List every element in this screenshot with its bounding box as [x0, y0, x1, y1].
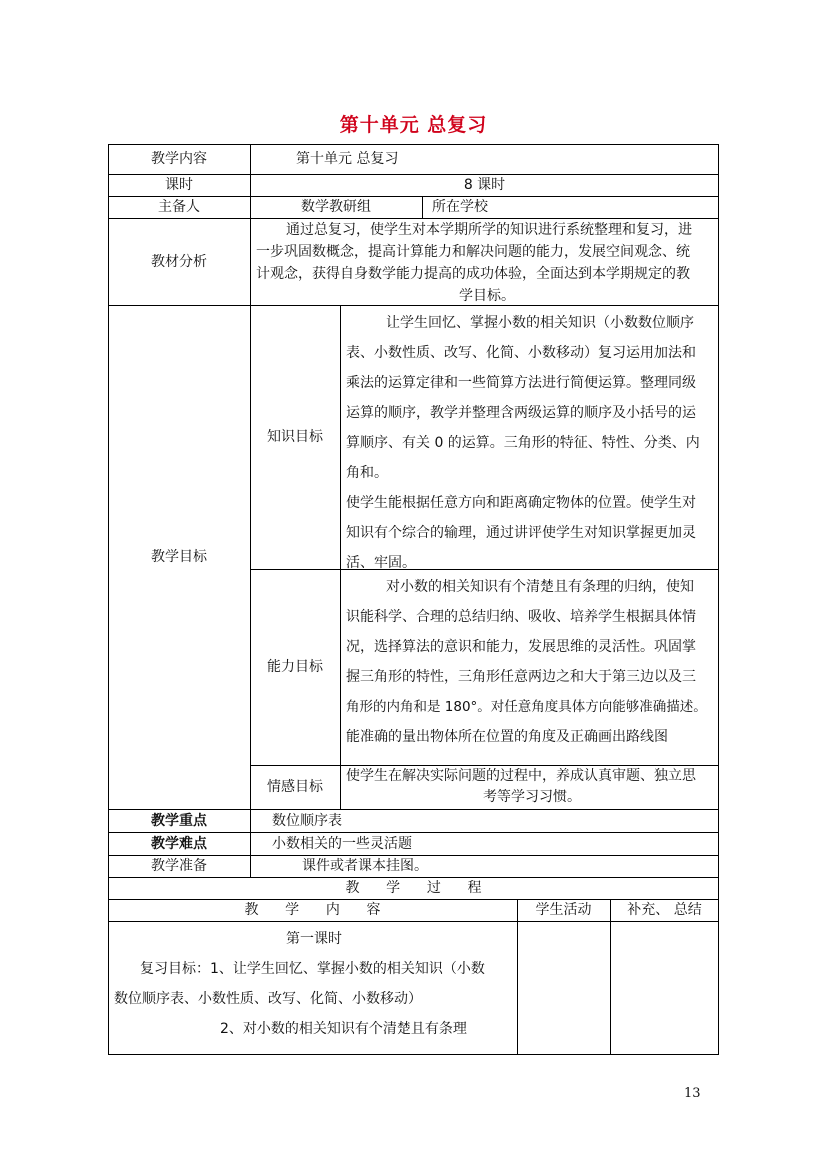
col-divider	[517, 899, 518, 1055]
knowledge-line: 乘法的运算定律和一些简算方法进行简便运算。整理同级	[346, 375, 696, 391]
col-divider	[340, 305, 341, 809]
hours-label: 课时	[165, 177, 193, 193]
school-label: 所在学校	[432, 199, 488, 215]
emotion-goal-text	[346, 766, 718, 808]
ability-line: 握三角形的特性，三角形任意两边之和大于第三边以及三	[346, 669, 696, 685]
col-divider	[610, 899, 611, 1055]
preparer-label: 主备人	[158, 199, 200, 215]
preparer-value: 数学教研组	[301, 199, 371, 215]
process-line: 复习目标：1、让学生回忆、掌握小数的相关知识（小数	[140, 961, 485, 977]
difficulty-value: 小数相关的一些灵活题	[272, 835, 412, 852]
process-col-content: 教 学 内 容	[244, 902, 381, 918]
ability-line: 对小数的相关知识有个清楚且有条理的归纳，使知	[386, 579, 694, 595]
ability-line: 角形的内角和是 180°。对任意角度具体方向能够准确描述。	[346, 699, 707, 715]
knowledge-goal-label: 知识目标	[267, 429, 323, 445]
knowledge-line: 角和。	[346, 465, 388, 481]
preparation-value: 课件或者课本挂图。	[302, 858, 428, 874]
page-title: 第十单元 总复习	[339, 114, 488, 136]
row-divider	[108, 921, 719, 922]
ability-goal-label: 能力目标	[267, 659, 323, 675]
analysis-label: 教材分析	[151, 253, 207, 270]
ability-line: 能准确的量出物体所在位置的角度及正确画出路线图	[346, 729, 668, 745]
process-body	[114, 924, 514, 1044]
knowledge-line: 让学生回忆、掌握小数的相关知识（小数数位顺序	[386, 315, 694, 331]
process-line: 数位顺序表、小数性质、改写、化简、小数移动）	[114, 991, 422, 1007]
knowledge-line: 运算的顺序，教学并整理含两级运算的顺序及小括号的运	[346, 405, 696, 421]
page-number: 13	[684, 1086, 701, 1101]
analysis-line: 学目标。	[459, 288, 515, 304]
school-value	[560, 196, 710, 218]
knowledge-goal-text	[346, 308, 718, 578]
emotion-line: 考等学习习惯。	[483, 789, 581, 805]
ability-line: 识能科学、合理的总结归纳、吸收、培养学生根据具体情	[346, 609, 696, 625]
key-point-label: 教学重点	[151, 812, 207, 829]
knowledge-line: 活、牢固。	[346, 555, 416, 571]
ability-goal-text	[346, 572, 718, 752]
process-line: 2、对小数的相关知识有个清楚且有条理	[220, 1021, 467, 1037]
lesson-title: 第一课时	[286, 931, 342, 947]
key-point-value: 数位顺序表	[272, 812, 342, 829]
knowledge-line: 算顺序、有关 0 的运算。三角形的特征、特性、分类、内	[346, 435, 700, 451]
preparation-label: 教学准备	[151, 858, 207, 874]
analysis-text	[256, 219, 718, 307]
difficulty-label: 教学难点	[151, 835, 207, 852]
knowledge-line: 表、小数性质、改写、化简、小数移动）复习运用加法和	[346, 345, 696, 361]
emotion-line: 使学生在解决实际问题的过程中，养成认真审题、独立思	[346, 768, 696, 784]
process-col-activity: 学生活动	[535, 902, 592, 918]
goals-label: 教学目标	[151, 549, 207, 565]
process-col-notes: 补充、 总结	[627, 902, 702, 918]
hours-value: 8 课时	[463, 177, 506, 193]
content-value: 第十单元 总复习	[296, 151, 399, 167]
process-header: 教 学 过 程	[345, 880, 482, 896]
analysis-line: 计观念，获得自身数学能力提高的成功体验，全面达到本学期规定的教	[256, 266, 690, 282]
analysis-line: 一步巩固数概念，提高计算能力和解决问题的能力，发展空间观念、统	[256, 244, 690, 260]
knowledge-line: 使学生能根据任意方向和距离确定物体的位置。使学生对	[346, 495, 696, 511]
analysis-line: 通过总复习，使学生对本学期所学的知识进行系统整理和复习，进	[286, 222, 692, 238]
knowledge-line: 知识有个综合的输理，通过讲评使学生对知识掌握更加灵	[346, 525, 696, 541]
col-divider	[422, 196, 423, 218]
ability-line: 况，选择算法的意识和能力，发展思维的灵活性。巩固掌	[346, 639, 696, 655]
content-label: 教学内容	[151, 151, 207, 167]
emotion-goal-label: 情感目标	[267, 779, 323, 795]
